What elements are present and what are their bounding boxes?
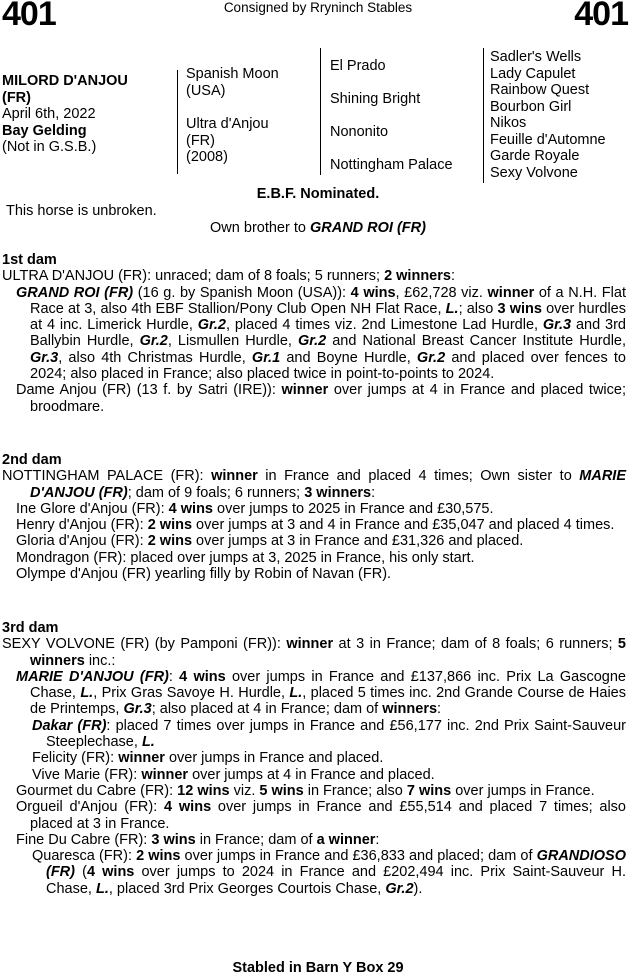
horse-name: MILORD D'ANJOU xyxy=(2,73,128,89)
dam-year: (2008) xyxy=(186,149,228,165)
dam-country: (FR) xyxy=(186,132,215,149)
wins: 7 wins xyxy=(406,782,452,799)
gen4-6: Garde Royale xyxy=(490,148,580,164)
txt: Dame Anjou (FR) (13 f. by Satri (IRE)): xyxy=(16,382,282,399)
txt: (16 g. by Spanish Moon (USA)): xyxy=(133,284,351,301)
fine-entry xyxy=(2,832,626,848)
grand-roi-entry xyxy=(2,285,626,383)
third-dam-section xyxy=(2,620,626,897)
wins: 2 wins xyxy=(147,533,193,550)
txt: ; also placed at 4 in France; dam of xyxy=(151,701,383,718)
txt: NOTTINGHAM PALACE (FR): xyxy=(2,468,212,485)
txt: and National Breast Cancer Institute Hurdle, xyxy=(326,333,627,350)
gen3-0: El Prado xyxy=(330,58,386,74)
txt: over jumps to 2025 in France and £30,575. xyxy=(213,500,494,517)
winners-count: 2 winners xyxy=(384,268,451,285)
txt: , placed 5 times inc. 2nd Grande Course de Haies de Printemps, xyxy=(30,685,626,718)
gen4-0: Sadler's Wells xyxy=(490,49,582,65)
txt: over jumps in France and £36,833 and placed; dam of xyxy=(180,848,537,865)
horse-name: MARIE D'ANJOU (FR) xyxy=(30,468,626,501)
txt: and placed over fences to 2024; also placed in France; also placed twice in point-to-points to 2024. xyxy=(30,349,626,383)
wins: 4 wins xyxy=(179,668,226,685)
consigned-by: Consigned by Rryninch Stables xyxy=(223,0,413,15)
grade: L. xyxy=(289,685,303,702)
horse-dob: April 6th, 2022 xyxy=(2,106,96,122)
txt: over jumps in France and placed. xyxy=(164,750,384,767)
txt: : xyxy=(371,484,376,501)
txt: : placed 7 times over jumps in France and £56,177 inc. 2nd Prix Saint-Sauveur Steeplechase, xyxy=(46,717,626,751)
txt: over hurdles at 4 inc. Limerick Hurdle, xyxy=(30,300,626,334)
pedigree-sire xyxy=(186,66,279,99)
second-dam-heading: 2nd dam xyxy=(2,452,62,468)
txt: over jumps at 4 in France and placed twice; broodmare. xyxy=(30,382,626,415)
gen4-5: Feuille d'Automne xyxy=(490,131,606,148)
txt: over jumps in France and £55,514 and placed 7 times; also placed at 3 in France. xyxy=(30,799,626,832)
wins: 4 wins xyxy=(86,864,135,881)
wins: winner xyxy=(281,382,329,399)
grade: Gr.2 xyxy=(197,317,226,334)
txt: ( xyxy=(75,864,87,881)
txt: ; dam of 9 foals; 6 runners; xyxy=(127,484,305,501)
txt: over jumps at 4 in France and placed. xyxy=(188,766,435,783)
txt: viz. xyxy=(229,782,260,799)
sire-country: (USA) xyxy=(186,82,226,99)
txt: : xyxy=(450,268,455,285)
txt: ULTRA D'ANJOU (FR): unraced; dam of 8 foals; 5 runners; xyxy=(2,268,385,285)
txt: over jumps to 2024 in France and £202,494 inc. Prix Saint-Sauveur H. Chase, xyxy=(46,864,627,897)
grade: L. xyxy=(95,880,109,897)
horse-type: Bay Gelding xyxy=(2,122,87,139)
txt: in France; dam of xyxy=(195,831,317,848)
txt: over jumps at 3 and 4 in France and £35,047 and placed 4 times. xyxy=(192,517,615,534)
txt: , Lismullen Hurdle, xyxy=(167,333,298,350)
pedigree-divider-1 xyxy=(177,70,178,174)
wins: 2 wins xyxy=(136,848,181,865)
txt: , Prix Gras Savoye H. Hurdle, xyxy=(93,685,290,702)
grade: Gr.3 xyxy=(123,701,152,718)
gourmet-entry xyxy=(2,783,626,799)
gen4-1: Lady Capulet xyxy=(490,65,576,82)
wins: 12 wins xyxy=(177,782,230,799)
horse-identity xyxy=(2,73,128,156)
gen3-3: Nottingham Palace xyxy=(330,157,453,173)
mondragon-entry: Mondragon (FR): placed over jumps at 3, 2025 in France, his only start. xyxy=(16,549,475,566)
txt: SEXY VOLVONE (FR) (by Pamponi (FR)): xyxy=(2,636,287,653)
stabled-location: Stabled in Barn Y Box 29 xyxy=(232,960,404,976)
winners-count: 3 winners xyxy=(304,484,372,501)
wins: winner xyxy=(211,468,258,485)
txt: ; also xyxy=(458,300,498,317)
wins: winners xyxy=(382,701,438,718)
wins: winner xyxy=(141,766,189,783)
third-dam-intro xyxy=(2,636,626,669)
henry-entry xyxy=(2,517,626,533)
wins: 4 wins xyxy=(168,500,213,517)
txt: of a N.H. Flat Race at 3, also 4th EBF Stallion/Pony Club Open NH Flat Race, xyxy=(30,284,626,317)
txt: , placed 3rd Prix Georges Courtois Chase, xyxy=(108,880,386,897)
second-dam-intro xyxy=(2,468,626,501)
dame-anjou-entry xyxy=(2,382,626,415)
txt: inc.: xyxy=(84,652,116,669)
marie-entry xyxy=(2,669,626,718)
third-dam-heading: 3rd dam xyxy=(2,620,59,636)
grade: Gr.2 xyxy=(416,349,446,366)
first-dam-intro xyxy=(2,268,626,284)
vive-entry xyxy=(2,767,626,783)
lot-number-right: 401 xyxy=(574,0,628,33)
txt: , also 4th Christmas Hurdle, xyxy=(58,349,252,366)
pedigree-divider-2 xyxy=(320,48,321,175)
wins: 5 wins xyxy=(259,782,304,799)
txt: Orgueil d'Anjou (FR): xyxy=(16,799,165,816)
wins: winner xyxy=(118,750,165,767)
txt: : xyxy=(375,831,380,848)
horse-name: Dakar (FR) xyxy=(32,717,107,734)
lot-number-left: 401 xyxy=(2,0,56,33)
grade: Gr.2 xyxy=(385,880,414,897)
grade: L. xyxy=(445,300,459,317)
horse-gsb: (Not in G.S.B.) xyxy=(2,139,97,155)
grade: Gr.2 xyxy=(139,333,168,350)
wins: a winner xyxy=(316,831,376,848)
second-dam-section xyxy=(2,452,626,582)
orgueil-entry xyxy=(2,799,626,832)
pedigree-divider-3 xyxy=(483,48,484,183)
wins: 3 wins xyxy=(151,831,196,848)
wins: 4 wins xyxy=(164,799,212,816)
pedigree-gen4 xyxy=(490,49,606,181)
gen3-1: Shining Bright xyxy=(330,91,421,107)
gen4-2: Rainbow Quest xyxy=(490,82,590,98)
txt: at 3 in France; dam of 8 foals; 6 runners; xyxy=(333,636,618,653)
grade: Gr.3 xyxy=(30,349,59,366)
txt: over jumps in France and £137,866 inc. Prix La Gascogne Chase, xyxy=(30,668,626,702)
txt: Henry d'Anjou (FR): xyxy=(16,517,148,534)
wins: 3 wins xyxy=(497,300,542,317)
horse-name: GRANDIOSO (FR) xyxy=(46,848,626,881)
txt: over jumps at 3 in France and £31,326 and placed. xyxy=(192,533,524,550)
gen4-7: Sexy Volvone xyxy=(490,164,578,181)
first-dam-heading: 1st dam xyxy=(2,252,57,268)
wins: winner xyxy=(286,636,334,653)
txt: , £62,728 viz. xyxy=(395,284,488,301)
txt: Gourmet du Cabre (FR): xyxy=(16,782,178,799)
txt: : xyxy=(168,668,180,685)
olympe-entry: Olympe d'Anjou (FR) yearling filly by Robin of Navan (FR). xyxy=(16,566,392,583)
wins: winner xyxy=(487,284,535,301)
horse-name: GRAND ROI (FR) xyxy=(16,284,134,301)
ine-entry xyxy=(2,501,626,517)
txt: in France and placed 4 times; Own sister to xyxy=(257,468,580,485)
txt: Vive Marie (FR): xyxy=(32,766,142,783)
dam-name: Ultra d'Anjou xyxy=(186,116,269,132)
txt: Felicity (FR): xyxy=(32,750,119,767)
grade: L. xyxy=(141,734,155,751)
ebf-nominated: E.B.F. Nominated. xyxy=(256,186,380,202)
txt: Gloria d'Anjou (FR): xyxy=(16,533,148,550)
wins: 2 wins xyxy=(147,517,193,534)
gen4-4: Nikos xyxy=(490,115,527,131)
txt: Fine Du Cabre (FR): xyxy=(16,831,152,848)
unbroken-note: This horse is unbroken. xyxy=(6,203,157,219)
sire-name: Spanish Moon xyxy=(186,66,279,82)
txt: Quaresca (FR): xyxy=(32,848,137,865)
grade: Gr.1 xyxy=(251,349,281,366)
winners-count: 5 winners xyxy=(30,636,626,669)
felicity-entry xyxy=(2,750,626,766)
grade: Gr.2 xyxy=(297,333,327,350)
own-brother xyxy=(0,220,636,236)
dakar-entry xyxy=(2,718,626,751)
wins: 4 wins xyxy=(350,284,396,301)
horse-name: MARIE D'ANJOU (FR) xyxy=(16,668,169,685)
txt: Ine Glore d'Anjou (FR): xyxy=(16,500,169,517)
gloria-entry xyxy=(2,533,626,549)
gen3-2: Nononito xyxy=(330,124,389,140)
txt: and 3rd Ballybin Hurdle, xyxy=(30,317,626,350)
grade: Gr.3 xyxy=(542,317,572,334)
txt: in France; also xyxy=(303,782,407,799)
txt: and Boyne Hurdle, xyxy=(280,349,417,366)
txt: ). xyxy=(413,880,423,897)
txt: over jumps in France. xyxy=(451,782,595,799)
horse-country: (FR) xyxy=(2,89,31,106)
txt: : xyxy=(437,701,442,718)
grade: L. xyxy=(80,685,94,702)
txt: , placed 4 times viz. 2nd Limestone Lad Hurdle, xyxy=(225,317,543,334)
quaresca-entry xyxy=(2,848,626,897)
gen4-3: Bourbon Girl xyxy=(490,98,572,115)
first-dam-section xyxy=(2,252,626,415)
own-brother-prefix: Own brother to xyxy=(210,220,310,236)
own-brother-name: GRAND ROI (FR) xyxy=(309,220,426,236)
pedigree-dam xyxy=(186,116,269,166)
